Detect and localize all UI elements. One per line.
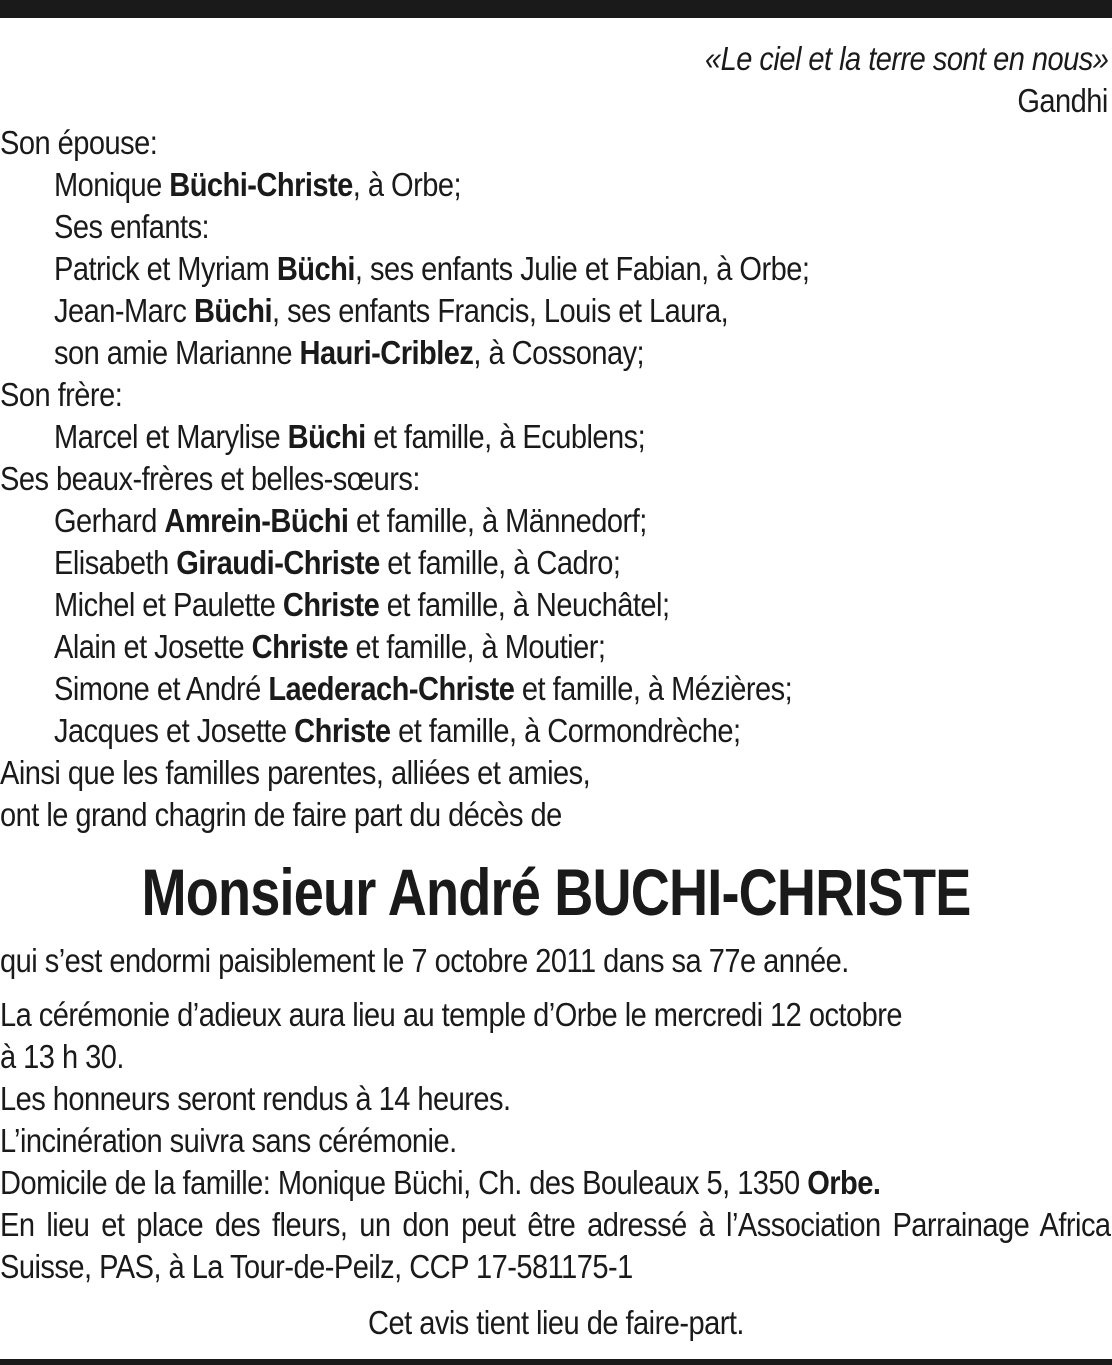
inlaw-line: Simone et André Laederach-Christe et famille, à Mézières; [54,670,793,707]
surname: Hauri-Criblez [299,334,474,371]
cremation-line: L’incinération suivra sans cérémonie. [0,1122,457,1159]
children-heading: Ses enfants: [54,208,210,245]
brother-line: Marcel et Marylise Büchi et famille, à Ecublens; [54,418,646,455]
surname: Büchi-Christe [169,166,353,203]
inlaw-line: Michel et Paulette Christe et famille, à Neuchâtel; [54,586,670,623]
inlaw-line: Gerhard Amrein-Büchi et famille, à Männedorf; [54,502,647,539]
epigraph-author: Gandhi [1017,82,1108,119]
surname: Büchi [193,292,273,329]
domicile-line: Domicile de la famille: Monique Büchi, Ch. des Bouleaux 5, 1350 Orbe. [0,1164,881,1201]
closing-line: ont le grand chagrin de faire part du décès de [0,796,562,833]
surname: Giraudi-Christe [176,544,380,581]
surname: Amrein-Büchi [164,502,349,539]
ceremony-time: à 13 h 30. [0,1038,124,1075]
donation-paragraph: En lieu et place des fleurs, un don peut être adressé à l’Association Parrainage Africa Suisse, PAS, à La Tour-de-Peilz, CCP 17-581175-1 [0,1206,1111,1285]
inlaw-line: Jacques et Josette Christe et famille, à Cormondrèche; [54,712,741,749]
epigraph-quote: «Le ciel et la terre sont en nous» [704,40,1108,77]
brother-heading: Son frère: [0,376,123,413]
passing-details: qui s’est endormi paisiblement le 7 octobre 2011 dans sa 77e année. [0,942,849,979]
honours-line: Les honneurs seront rendus à 14 heures. [0,1080,511,1117]
surname: Christe [251,628,349,665]
surname: Büchi [287,418,366,455]
bottom-rule [0,1359,1112,1365]
footer-note: Cet avis tient lieu de faire-part. [368,1304,744,1341]
top-rule [0,0,1112,18]
inlaw-line: Elisabeth Giraudi-Christe et famille, à Cadro; [54,544,621,581]
deceased-name: Monsieur André BUCHI-CHRISTE [141,855,971,929]
inlaws-heading: Ses beaux-frères et belles-sœurs: [0,460,420,497]
child-line: Patrick et Myriam Büchi, ses enfants Julie et Fabian, à Orbe; [54,250,810,287]
ceremony-line: La cérémonie d’adieux aura lieu au temple d’Orbe le mercredi 12 octobre [0,996,903,1033]
inlaw-line: Alain et Josette Christe et famille, à Moutier; [54,628,606,665]
closing-line: Ainsi que les familles parentes, alliées et amies, [0,754,591,791]
domicile-town: Orbe. [807,1164,881,1201]
child-line: Jean-Marc Büchi, ses enfants Francis, Louis et Laura, [54,292,729,329]
surname: Christe [282,586,380,623]
surname: Büchi [276,250,355,287]
spouse-heading: Son épouse: [0,124,158,161]
spouse-line: Monique Büchi-Christe, à Orbe; [54,166,462,203]
surname: Christe [294,712,391,749]
surname: Laederach-Christe [268,670,515,707]
child-line: son amie Marianne Hauri-Criblez, à Cossonay; [54,334,645,371]
